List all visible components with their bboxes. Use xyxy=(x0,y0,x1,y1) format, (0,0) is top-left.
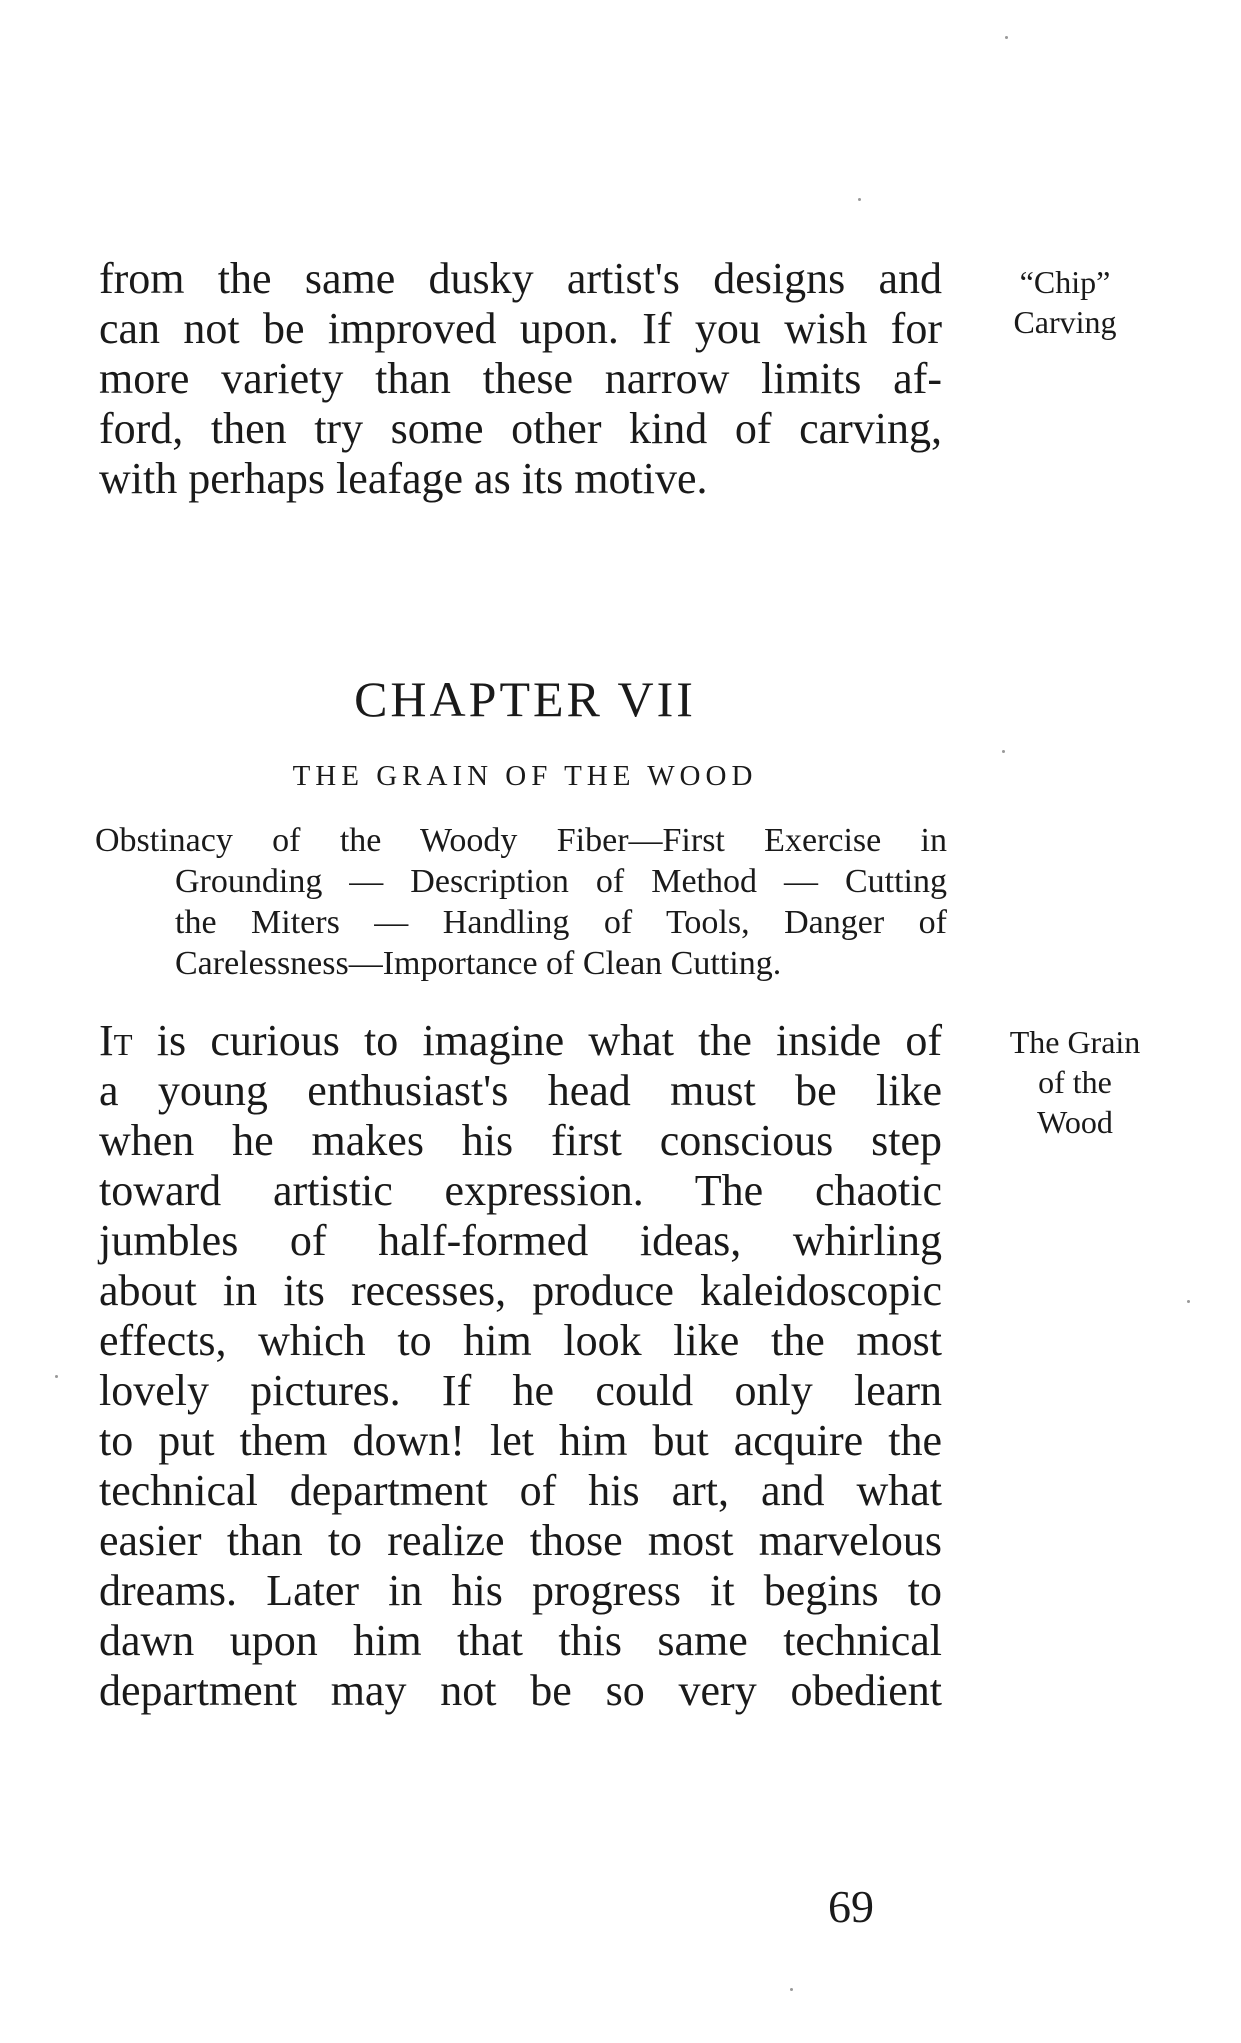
paper-speck xyxy=(858,198,861,201)
paragraph-line: effects, which to him look like the most xyxy=(99,1316,942,1365)
paragraph-line: toward artistic expression. The chaotic xyxy=(99,1166,942,1215)
paragraph-line: about in its recesses, produce kaleidoscopic xyxy=(99,1266,942,1315)
paragraph-first-line xyxy=(99,1016,942,1066)
paragraph-line: ford, then try some other kind of carving, xyxy=(99,404,942,453)
chapter-subtitle: THE GRAIN OF THE WOOD xyxy=(292,760,758,792)
paragraph-line: dawn upon him that this same technical xyxy=(99,1616,942,1665)
paragraph-line: from the same dusky artist's designs and xyxy=(99,254,942,303)
paragraph-line: when he makes his first conscious step xyxy=(99,1116,942,1165)
margin-note-line: Wood xyxy=(1037,1104,1113,1140)
margin-note-line: “Chip” xyxy=(1019,264,1111,300)
paragraph-line: department may not be so very obedient xyxy=(99,1666,942,1715)
margin-note-line: Carving xyxy=(1013,304,1117,340)
paragraph-line: technical department of his art, and what xyxy=(99,1466,942,1515)
paper-speck xyxy=(790,1988,793,1991)
paper-speck xyxy=(1002,750,1005,753)
paragraph-line-text: is curious to imagine what the inside of xyxy=(132,1016,942,1065)
margin-note-line: of the xyxy=(1038,1064,1112,1100)
drop-initial: It xyxy=(99,1016,133,1065)
paper-speck xyxy=(1005,36,1008,39)
paper-speck xyxy=(1187,1300,1190,1303)
body-paragraph xyxy=(99,1016,942,1716)
synopsis-line: Carelessness—Importance of Clean Cutting. xyxy=(175,945,782,982)
top-paragraph xyxy=(99,254,942,504)
margin-note-grain-of-wood xyxy=(975,1022,1175,1142)
paragraph-line: with perhaps leafage as its motive. xyxy=(99,454,708,503)
paragraph-line: a young enthusiast's head must be like xyxy=(99,1066,942,1115)
paragraph-line: easier than to realize those most marvelous xyxy=(99,1516,942,1565)
chapter-synopsis xyxy=(95,820,947,984)
synopsis-line: the Miters — Handling of Tools, Danger of xyxy=(175,904,947,941)
margin-note-line: The Grain xyxy=(1009,1024,1141,1060)
paragraph-line: jumbles of half-formed ideas, whirling xyxy=(99,1216,942,1265)
page-number: 69 xyxy=(828,1881,874,1932)
margin-note-chip-carving xyxy=(985,262,1145,342)
synopsis-line: Grounding — Description of Method — Cutting xyxy=(175,863,947,900)
paragraph-line: lovely pictures. If he could only learn xyxy=(99,1366,942,1415)
paragraph-line: to put them down! let him but acquire the xyxy=(99,1416,942,1465)
chapter-title: CHAPTER VII xyxy=(354,671,696,727)
paragraph-line: can not be improved upon. If you wish for xyxy=(99,304,942,353)
paper-speck xyxy=(55,1375,58,1378)
synopsis-line: Obstinacy of the Woody Fiber—First Exercise in xyxy=(95,822,947,859)
paragraph-line: more variety than these narrow limits af- xyxy=(99,354,942,403)
paragraph-line: dreams. Later in his progress it begins to xyxy=(99,1566,942,1615)
